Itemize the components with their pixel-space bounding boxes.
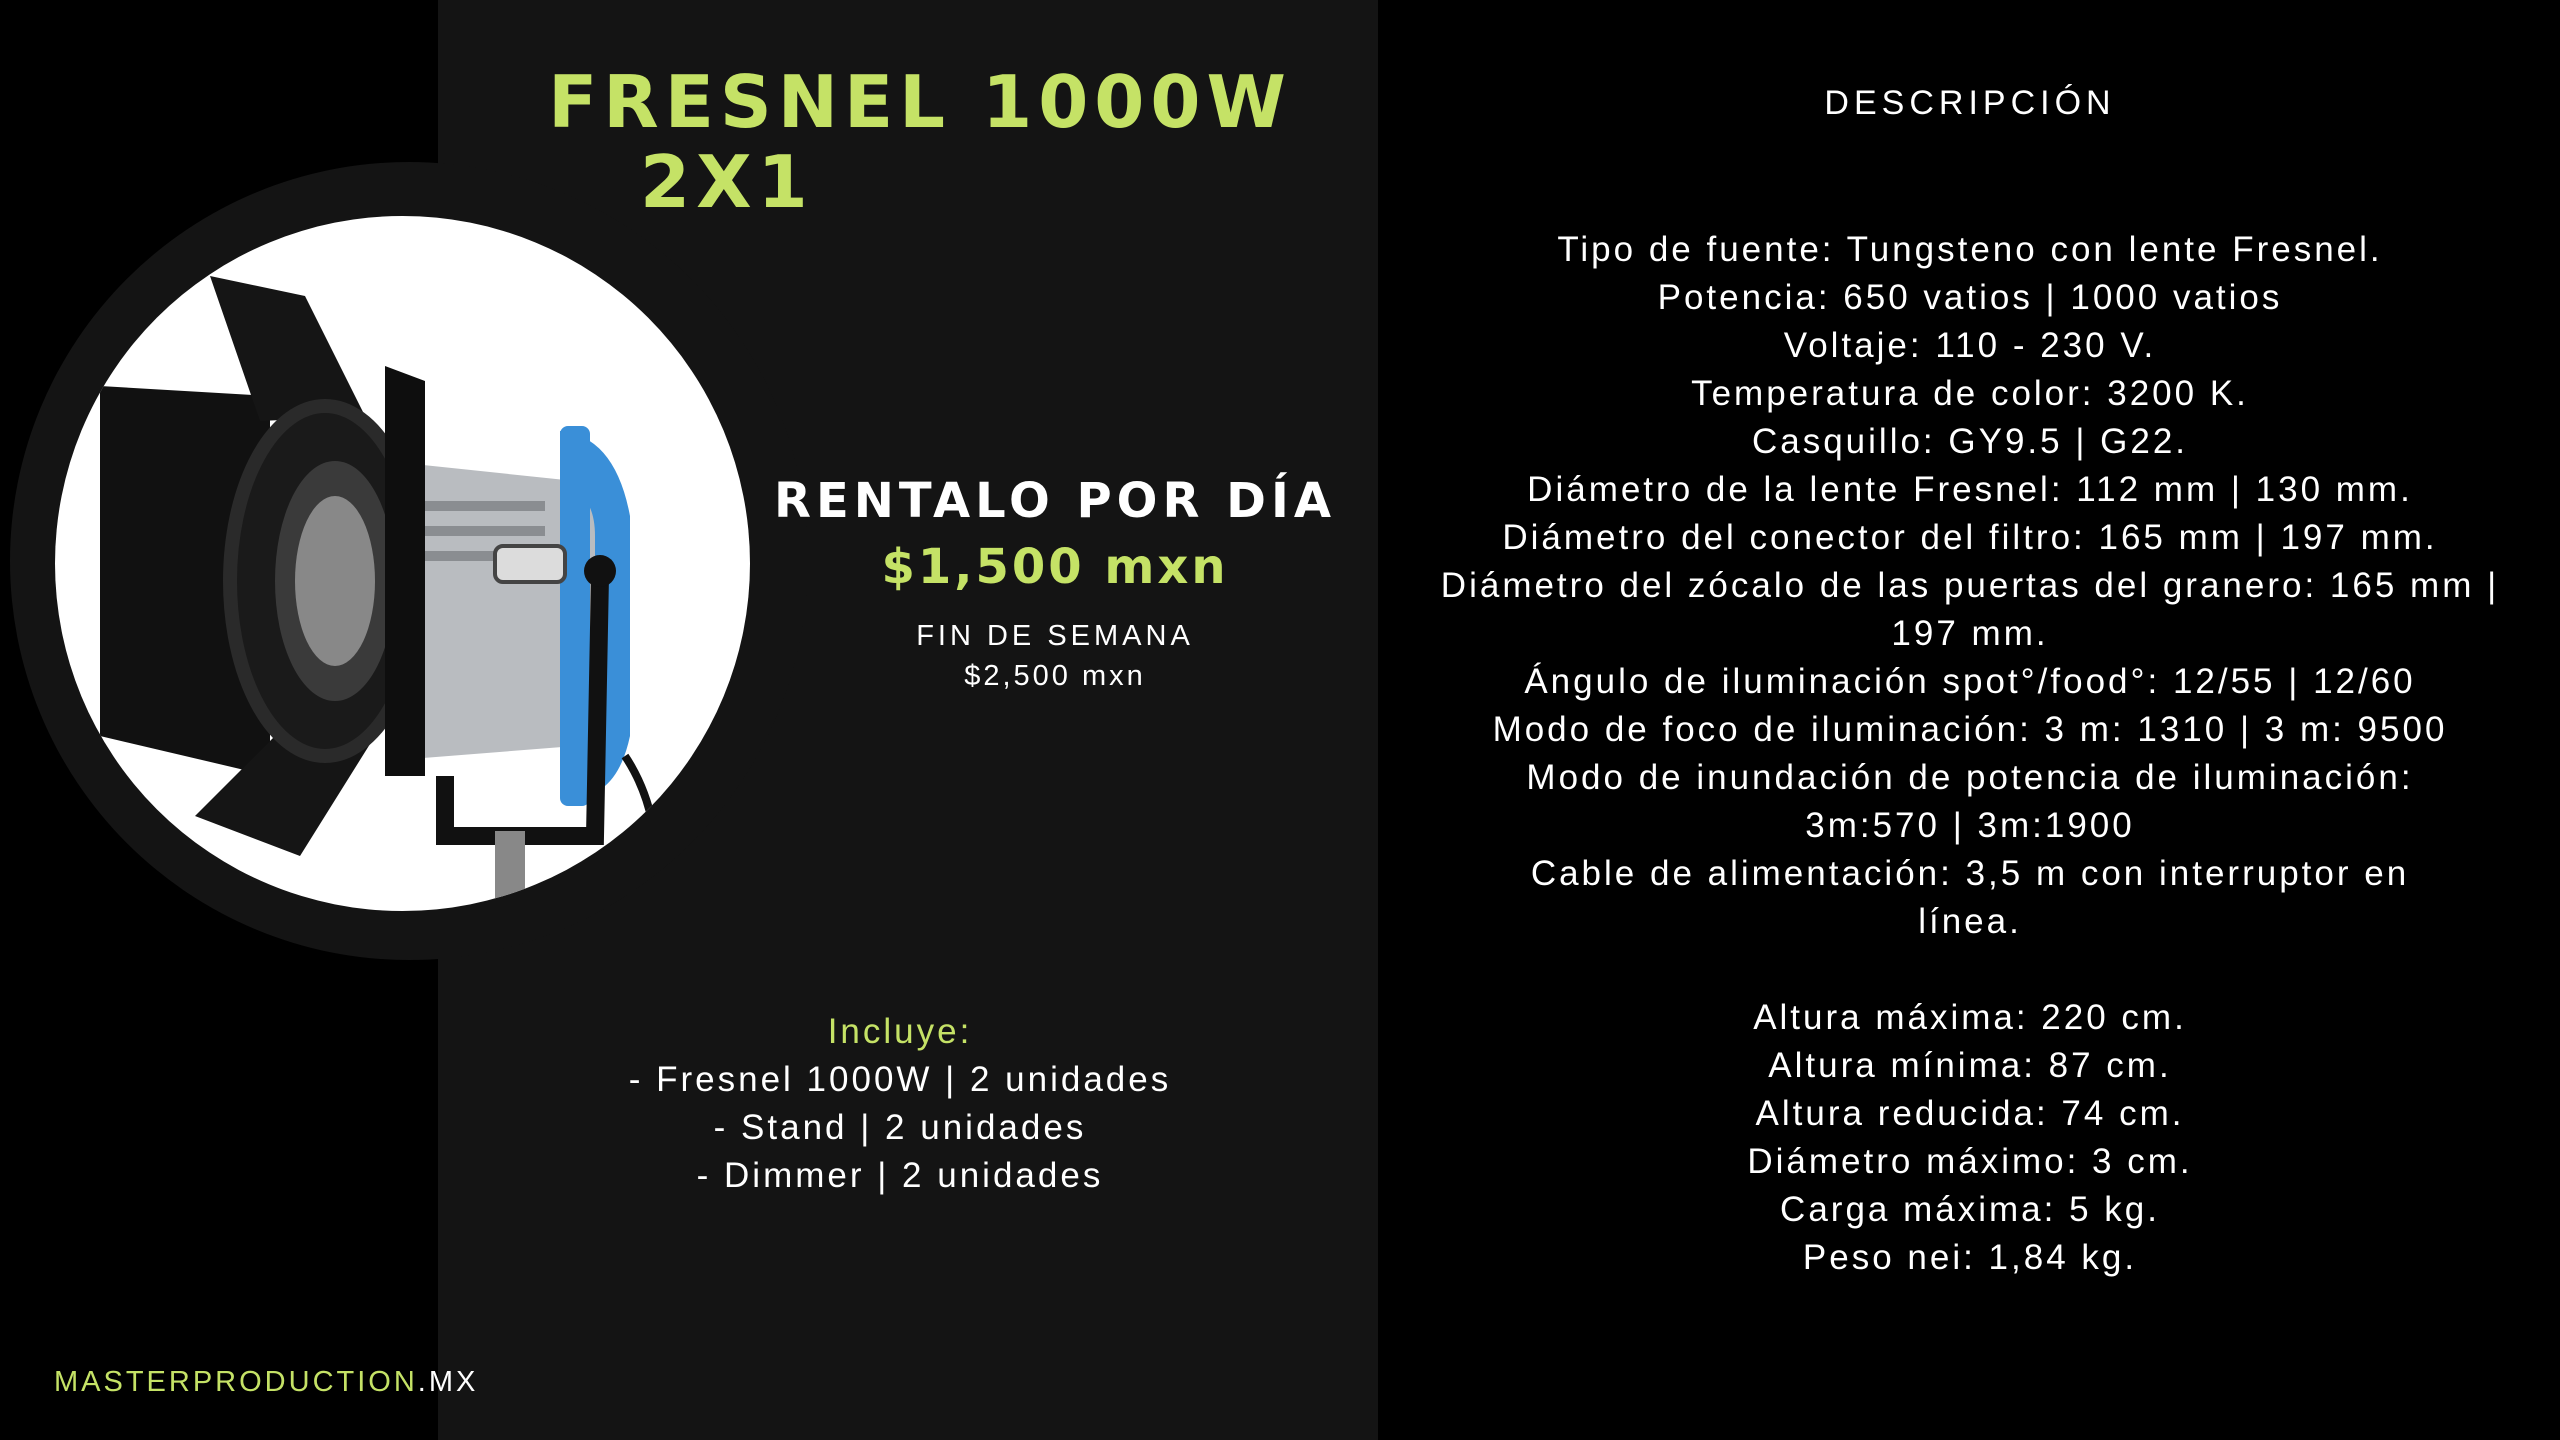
spec-line: Modo de inundación de potencia de iluminación: 3m:570 | 3m:1900	[1526, 758, 2414, 845]
stand-spec-line: Diámetro máximo: 3 cm.	[1747, 1142, 2193, 1181]
includes-item: - Dimmer | 2 unidades	[696, 1156, 1104, 1195]
spec-line: Tipo de fuente: Tungsteno con lente Fresnel.	[1557, 230, 2383, 269]
stand-spec-line: Altura mínima: 87 cm.	[1768, 1046, 2172, 1085]
product-title	[490, 62, 1350, 222]
product-title-line1: FRESNEL 1000W	[548, 60, 1292, 144]
spec-line: Diámetro del zócalo de las puertas del granero: 165 mm | 197 mm.	[1440, 566, 2500, 653]
fresnel-light-illustration	[55, 216, 750, 911]
spec-spacer	[1420, 946, 2520, 994]
rental-title: RENTALO POR DÍA	[774, 473, 1336, 529]
spec-line: Ángulo de iluminación spot°/food°: 12/55 | 12/60	[1524, 662, 2416, 701]
includes-item: - Stand | 2 unidades	[713, 1108, 1087, 1147]
weekend-label: FIN DE SEMANA	[916, 620, 1194, 652]
rental-pricing	[760, 470, 1350, 696]
product-image	[55, 216, 750, 911]
product-title-line2: 2X1	[640, 140, 814, 224]
spec-line: Temperatura de color: 3200 K.	[1691, 374, 2249, 413]
description-title: DESCRIPCIÓN	[1824, 84, 2116, 122]
spec-line: Casquillo: GY9.5 | G22.	[1751, 422, 2189, 461]
spec-line: Potencia: 650 vatios | 1000 vatios	[1657, 278, 2283, 317]
spec-line: Diámetro del conector del filtro: 165 mm | 197 mm.	[1502, 518, 2438, 557]
daily-price: $1,500 mxn	[881, 539, 1229, 595]
stand-spec-line: Carga máxima: 5 kg.	[1780, 1190, 2160, 1229]
stand-spec-line: Altura reducida: 74 cm.	[1755, 1094, 2185, 1133]
website-name: MASTERPRODUCTION	[54, 1366, 418, 1398]
includes-item: - Fresnel 1000W | 2 unidades	[628, 1060, 1172, 1099]
spec-line: Diámetro de la lente Fresnel: 112 mm | 130 mm.	[1527, 470, 2413, 509]
spec-line: Cable de alimentación: 3,5 m con interruptor en línea.	[1530, 854, 2410, 941]
website-link[interactable]	[54, 1366, 478, 1399]
includes-title: Incluye:	[827, 1012, 973, 1051]
stand-spec-line: Altura máxima: 220 cm.	[1753, 998, 2187, 1037]
description-specs	[1420, 226, 2520, 1282]
spec-line: Voltaje: 110 - 230 V.	[1783, 326, 2157, 365]
includes-list	[560, 1008, 1240, 1200]
weekend-price: $2,500 mxn	[964, 660, 1146, 692]
website-tld: .MX	[417, 1366, 479, 1398]
stand-spec-line: Peso nei: 1,84 kg.	[1802, 1238, 2138, 1277]
spec-line: Modo de foco de iluminación: 3 m: 1310 | 3 m: 9500	[1492, 710, 2448, 749]
